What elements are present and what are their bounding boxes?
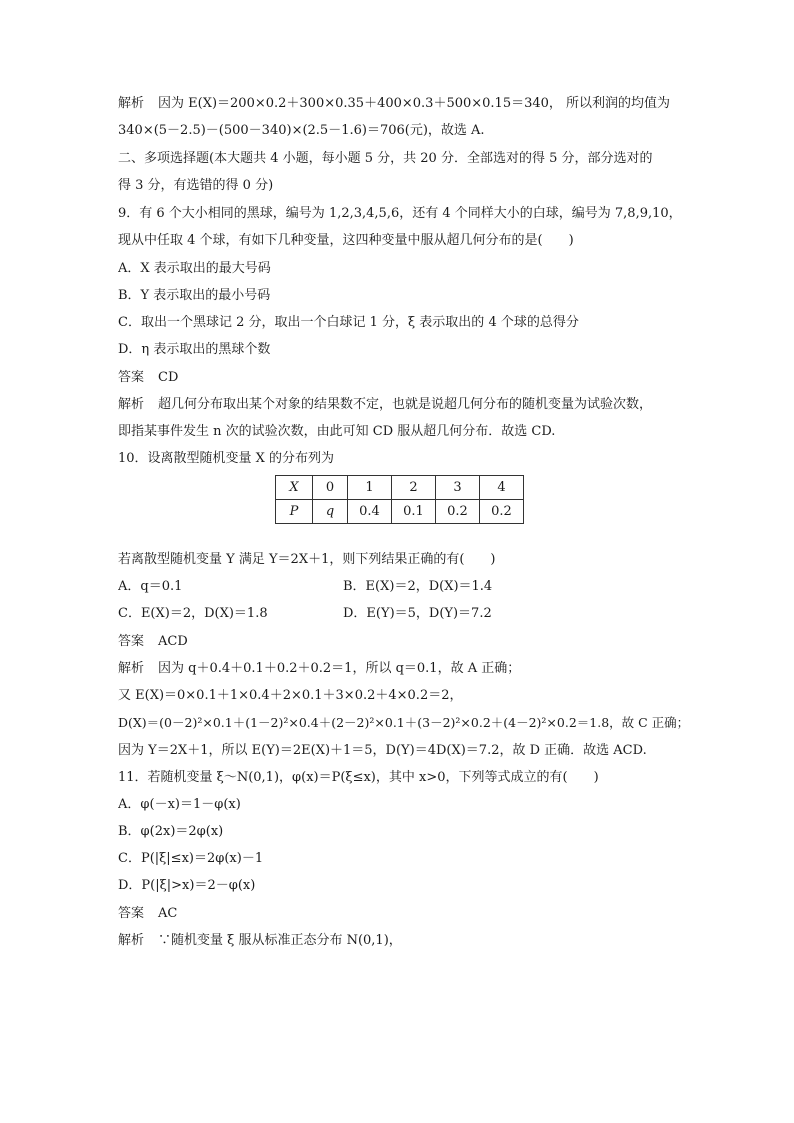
- table-cell: 0.4: [348, 500, 392, 524]
- table-cell: 2: [392, 476, 436, 500]
- table-cell: P: [276, 500, 313, 524]
- q10-stem-line2: 若离散型随机变量 Y 满足 Y＝2X＋1，则下列结果正确的有( ): [118, 552, 496, 567]
- q10-option-d: D．E(Y)＝5，D(Y)＝7.2: [343, 606, 492, 621]
- answer-label: 答案: [118, 906, 145, 921]
- q10-options-row1: [118, 576, 698, 598]
- q10-stem-line1: 10．设离散型随机变量 X 的分布列为: [118, 451, 335, 466]
- q9-solution-line1: 解析 超几何分布取出某个对象的结果数不定，也就是说超几何分布的随机变量为试验次数，: [118, 397, 653, 412]
- q10-solution-line2: 又 E(X)＝0×0.1＋1×0.4＋2×0.1＋3×0.2＋4×0.2＝2，: [118, 688, 463, 703]
- q9-option-a: A．X 表示取出的最大号码: [118, 261, 271, 276]
- table-cell: 0.1: [392, 500, 436, 524]
- q10-option-b: B．E(X)＝2，D(X)＝1.4: [343, 579, 493, 594]
- solution-label: 解析: [118, 933, 145, 948]
- answer-value: ACD: [158, 634, 188, 649]
- q9-stem-line1: 9．有 6 个大小相同的黑球，编号为 1,2,3,4,5,6，还有 4 个同样大小的白球，编号为 7,8,9,10，: [118, 206, 682, 221]
- solution8-line2: 340×(5－2.5)－(500－340)×(2.5－1.6)＝706(元)，故选 A.: [118, 123, 485, 138]
- q10-option-a: A．q＝0.1: [118, 579, 183, 594]
- q9-solution-line2: 即指某事件发生 n 次的试验次数，由此可知 CD 服从超几何分布．故选 CD.: [118, 424, 556, 439]
- table-cell: X: [276, 476, 313, 500]
- answer-label: 答案: [118, 634, 145, 649]
- q11-option-c: C．P(|ξ|≤x)＝2φ(x)－1: [118, 851, 264, 866]
- q11-solution-line1: 解析 ∵随机变量 ξ 服从标准正态分布 N(0,1)，: [118, 933, 402, 948]
- table-cell: 1: [348, 476, 392, 500]
- table-row: [276, 500, 524, 524]
- table-cell: 0: [313, 476, 348, 500]
- section-heading-line2: 得 3 分，有选错的得 0 分): [118, 178, 274, 193]
- table-cell: q: [313, 500, 348, 524]
- q10-answer: [118, 631, 698, 653]
- q11-stem: 11．若随机变量 ξ～N(0,1)，φ(x)＝P(ξ≤x)，其中 x>0，下列等式成立的有( ): [118, 770, 599, 785]
- solution-label: 解析: [118, 96, 145, 111]
- q9-option-c: C．取出一个黑球记 2 分，取出一个白球记 1 分，ξ 表示取出的 4 个球的总得分: [118, 315, 579, 330]
- distribution-table: [275, 475, 524, 524]
- q9-stem-line2: 现从中任取 4 个球，有如下几种变量，这四种变量中服从超几何分布的是( ): [118, 233, 574, 248]
- q10-option-c: C．E(X)＝2，D(X)＝1.8: [118, 606, 268, 621]
- table-cell: 0.2: [480, 500, 524, 524]
- q10-solution-line4: 因为 Y＝2X＋1，所以 E(Y)＝2E(X)＋1＝5，D(Y)＝4D(X)＝7.2，故 D 正确．故选 ACD.: [118, 743, 647, 758]
- solution8-line1: 解析 因为 E(X)＝200×0.2＋300×0.35＋400×0.3＋500×0.15＝340， 所以利润的均值为: [118, 96, 671, 111]
- q11-option-b: B．φ(2x)＝2φ(x): [118, 824, 224, 839]
- q9-option-d: D．η 表示取出的黑球个数: [118, 342, 271, 357]
- table-cell: 4: [480, 476, 524, 500]
- q11-option-d: D．P(|ξ|>x)＝2－φ(x): [118, 878, 256, 893]
- q9-answer: [118, 367, 698, 389]
- answer-value: CD: [158, 370, 179, 385]
- q11-answer: [118, 903, 698, 925]
- section-heading-line1: 二、多项选择题(本大题共 4 小题，每小题 5 分，共 20 分．全部选对的得 5 分，部分选对的: [118, 151, 653, 166]
- table-cell: 3: [436, 476, 480, 500]
- q9-option-b: B．Y 表示取出的最小号码: [118, 288, 271, 303]
- solution-label: 解析: [118, 661, 145, 676]
- q10-solution-line3: D(X)＝(0－2)²×0.1＋(1－2)²×0.4＋(2－2)²×0.1＋(3－2)²×0.2＋(4－2)²×0.2＝1.8，故 C 正确；: [118, 715, 690, 730]
- table-row: [276, 476, 524, 500]
- solution-label: 解析: [118, 397, 145, 412]
- answer-value: AC: [158, 906, 178, 921]
- q10-options-row2: [118, 603, 698, 625]
- answer-label: 答案: [118, 370, 145, 385]
- q11-option-a: A．φ(－x)＝1－φ(x): [118, 797, 241, 812]
- q10-solution-line1: 解析 因为 q＋0.4＋0.1＋0.2＋0.2＝1，所以 q＝0.1，故 A 正确；: [118, 661, 521, 676]
- table-cell: 0.2: [436, 500, 480, 524]
